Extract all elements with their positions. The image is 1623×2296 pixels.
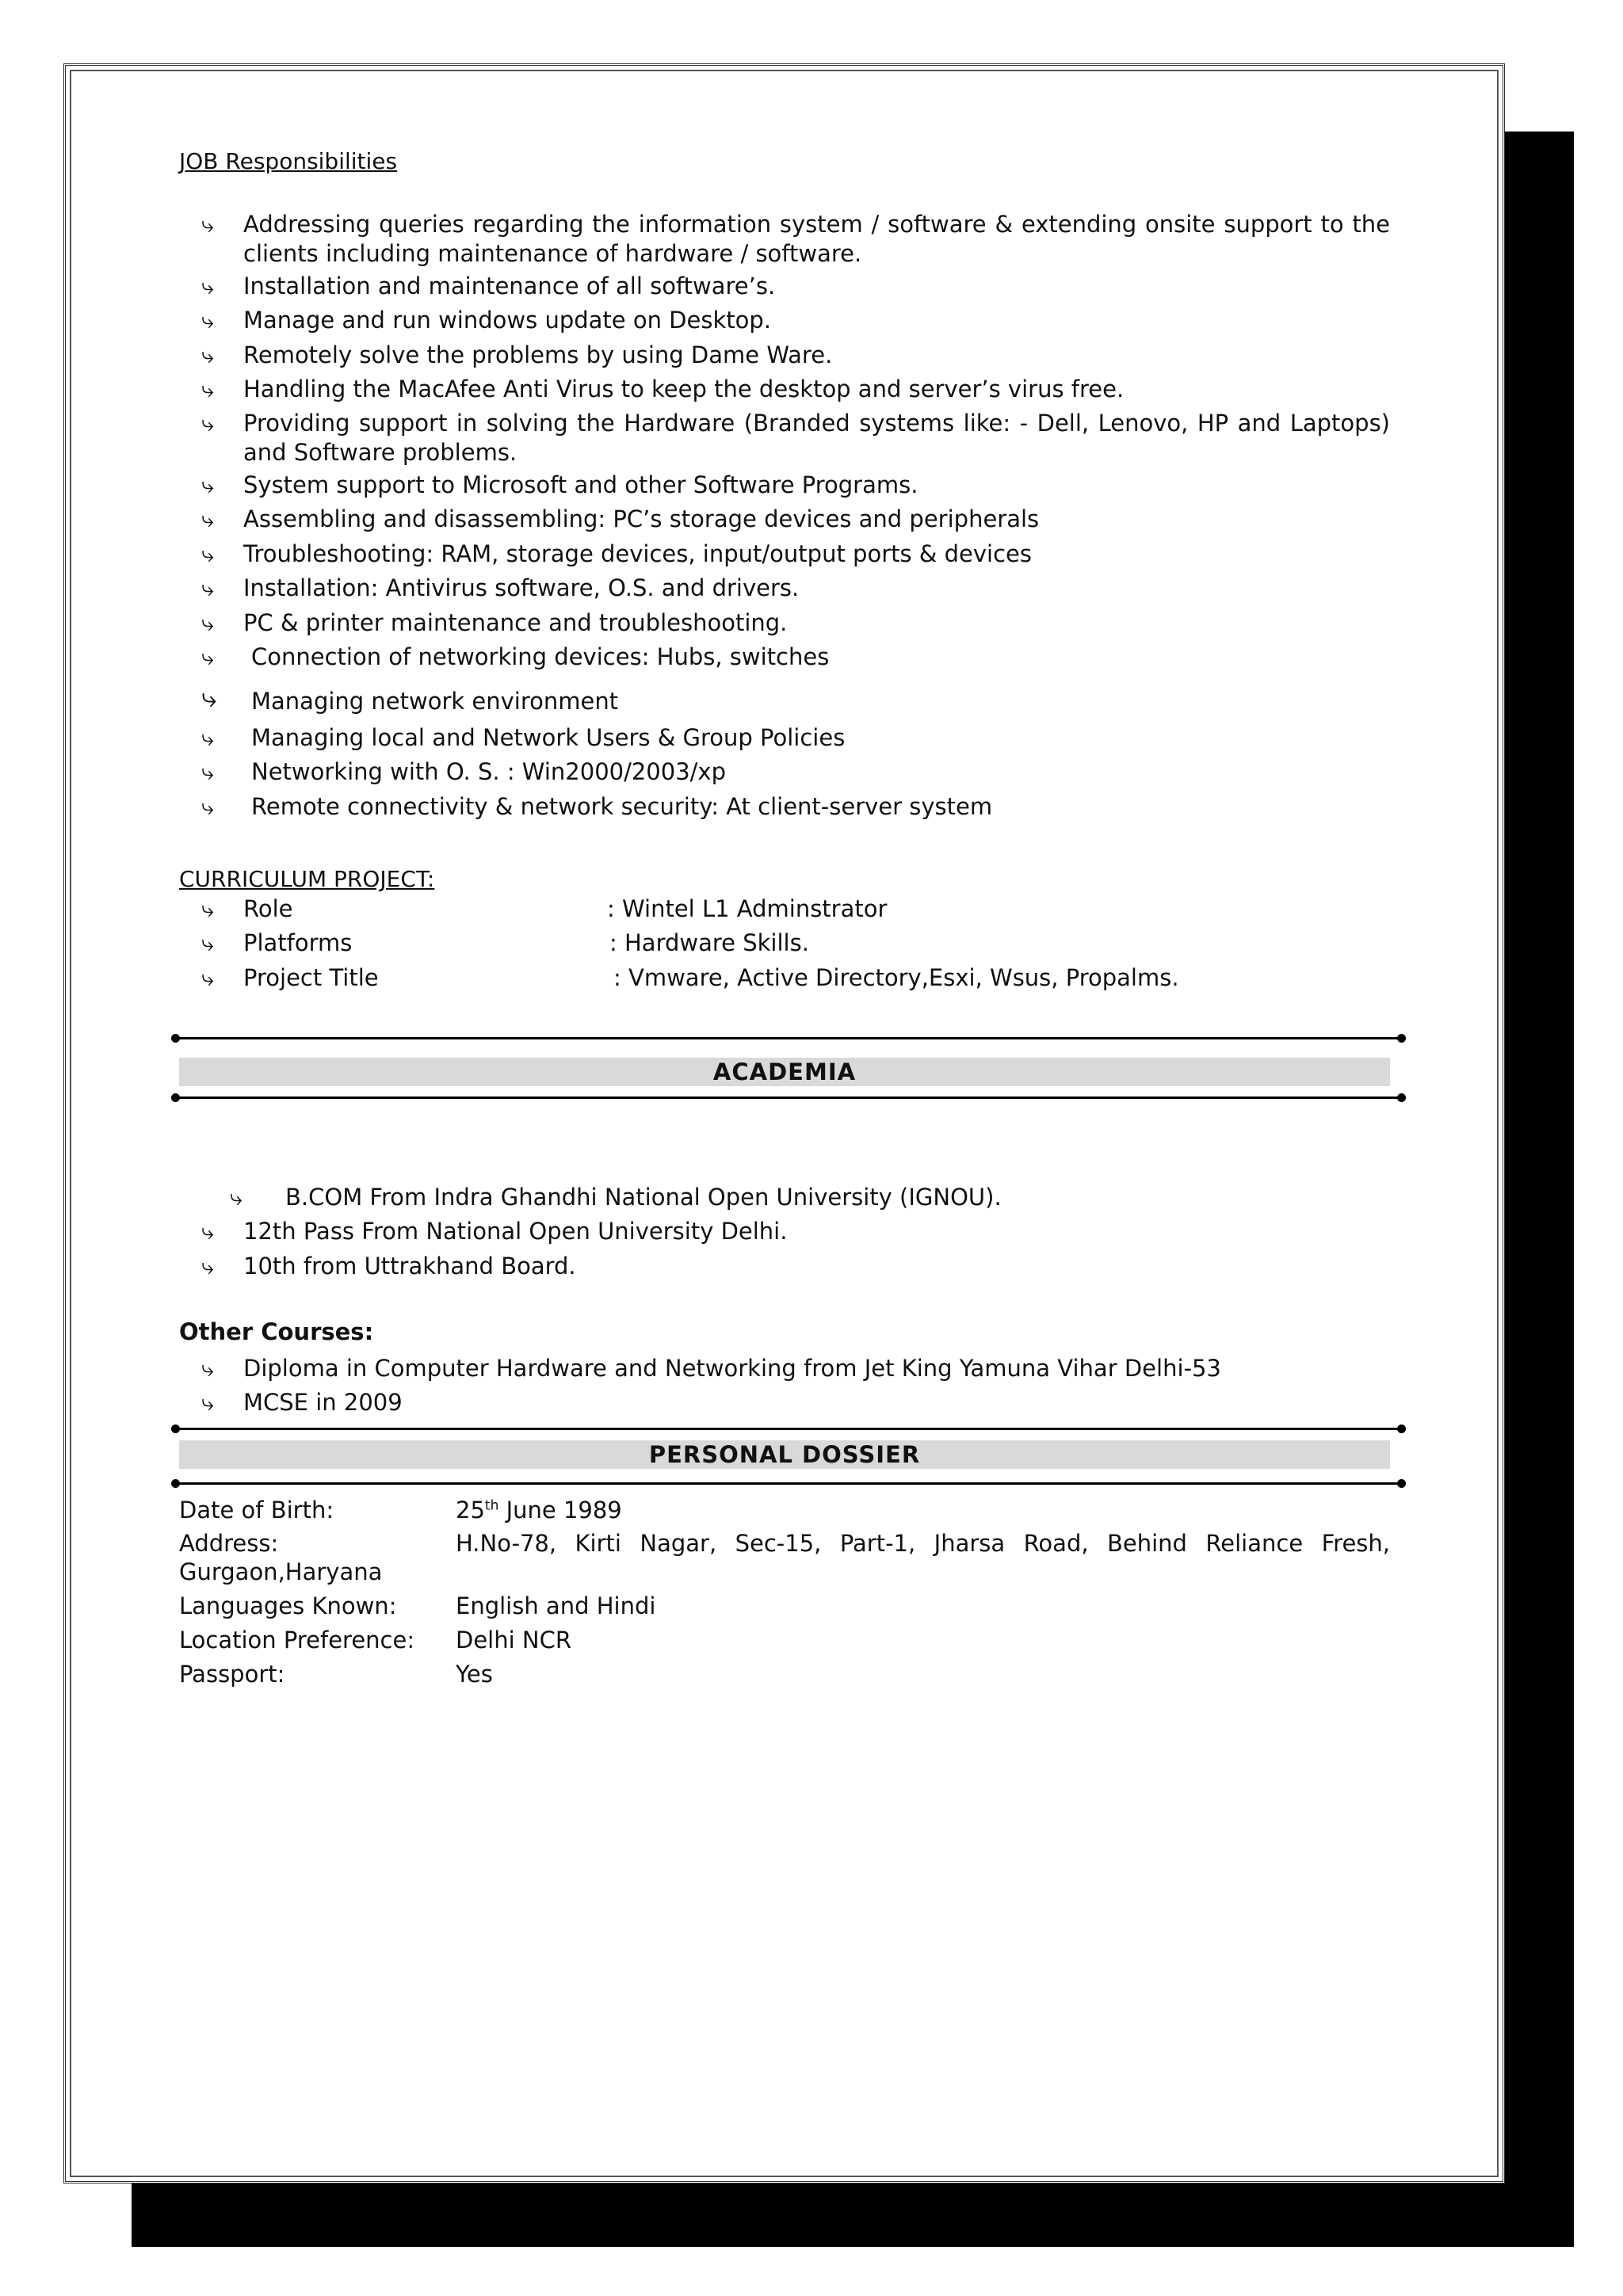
curriculum-project-heading: CURRICULUM PROJECT: bbox=[179, 866, 435, 892]
page-shadow-bottom bbox=[132, 2179, 1574, 2247]
arrow-bullet-icon: ⤷ bbox=[201, 1356, 214, 1382]
divider bbox=[175, 1097, 1402, 1099]
divider bbox=[175, 1482, 1402, 1485]
arrow-bullet-icon: ⤷ bbox=[201, 273, 214, 299]
arrow-bullet-icon: ⤷ bbox=[201, 1253, 214, 1280]
languages-label: Languages Known: bbox=[179, 1592, 397, 1619]
arrow-bullet-icon: ⤷ bbox=[201, 307, 214, 334]
arrow-bullet-icon: ⤷ bbox=[201, 342, 214, 368]
project-row-label: Platforms bbox=[243, 929, 353, 956]
arrow-bullet-icon: ⤷ bbox=[201, 610, 214, 636]
list-item-text: Handling the MacAfee Anti Virus to keep the desktop and server’s virus free. bbox=[243, 376, 1125, 402]
list-item-text: Managing local and Network Users & Group Policies bbox=[251, 724, 846, 751]
resume-page bbox=[63, 63, 1505, 2183]
arrow-bullet-icon: ⤷ bbox=[201, 506, 214, 532]
list-item-text: PC & printer maintenance and troubleshooting. bbox=[243, 609, 788, 636]
arrow-bullet-icon: ⤷ bbox=[201, 472, 214, 498]
arrow-bullet-icon: ⤷ bbox=[201, 1219, 214, 1245]
passport-value: Yes bbox=[456, 1661, 493, 1688]
address-value-line1: H.No-78, Kirti Nagar, Sec-15, Part-1, Jharsa Road, Behind Reliance Fresh, bbox=[456, 1530, 1390, 1557]
list-item-text: Troubleshooting: RAM, storage devices, input/output ports & devices bbox=[243, 540, 1033, 567]
address-label: Address: bbox=[179, 1530, 279, 1557]
project-row-label: Role bbox=[243, 895, 293, 922]
arrow-bullet-icon: ⤷ bbox=[201, 212, 214, 238]
list-item-text: Remote connectivity & network security: At client-server system bbox=[251, 793, 993, 820]
list-item-text: 10th from Uttrakhand Board. bbox=[243, 1253, 576, 1280]
arrow-bullet-icon: ⤷ bbox=[201, 794, 214, 820]
list-item-text: Managing network environment bbox=[251, 688, 619, 715]
arrow-bullet-icon: ⤷ bbox=[201, 376, 214, 402]
project-row-value: : Wintel L1 Adminstrator bbox=[607, 895, 888, 922]
arrow-bullet-icon: ⤷ bbox=[201, 965, 214, 991]
arrow-bullet-icon: ⤷ bbox=[201, 1390, 214, 1416]
list-item-text: Providing support in solving the Hardware (Branded systems like: - Dell, Lenovo, HP and Laptops) and Software problems. bbox=[243, 410, 1390, 466]
arrow-bullet-icon: ⤷ bbox=[201, 575, 214, 601]
list-item-text: Addressing queries regarding the information system / software & extending onsite support to the clients including maintenance of hardware / software. bbox=[243, 211, 1390, 267]
page-shadow-right bbox=[1500, 132, 1574, 2247]
project-row-label: Project Title bbox=[243, 964, 379, 991]
arrow-bullet-icon: ⤷ bbox=[201, 930, 214, 956]
list-item-text: 12th Pass From National Open University Delhi. bbox=[243, 1218, 788, 1245]
project-row-value: : Hardware Skills. bbox=[609, 929, 809, 956]
arrow-bullet-icon: ⤷ bbox=[201, 682, 217, 714]
arrow-bullet-icon: ⤷ bbox=[201, 896, 214, 922]
academia-heading: ACADEMIA bbox=[179, 1058, 1390, 1086]
arrow-bullet-icon: ⤷ bbox=[201, 725, 214, 751]
divider bbox=[175, 1428, 1402, 1430]
list-item-text: Diploma in Computer Hardware and Networking from Jet King Yamuna Vihar Delhi-53 bbox=[243, 1355, 1221, 1382]
list-item-text: Installation and maintenance of all software’s. bbox=[243, 273, 776, 299]
project-row-value: : Vmware, Active Directory,Esxi, Wsus, Propalms. bbox=[613, 964, 1179, 991]
list-item-text: Networking with O. S. : Win2000/2003/xp bbox=[251, 758, 727, 785]
location-value: Delhi NCR bbox=[456, 1627, 571, 1653]
dob-label: Date of Birth: bbox=[179, 1497, 334, 1524]
personal-dossier-heading: PERSONAL DOSSIER bbox=[179, 1440, 1390, 1469]
arrow-bullet-icon: ⤷ bbox=[230, 1184, 242, 1211]
job-responsibilities-heading: JOB Responsibilities bbox=[179, 148, 398, 174]
divider bbox=[175, 1037, 1402, 1039]
list-item-text: Installation: Antivirus software, O.S. and drivers. bbox=[243, 574, 800, 601]
arrow-bullet-icon: ⤷ bbox=[201, 644, 214, 670]
list-item-text: Remotely solve the problems by using Dame Ware. bbox=[243, 341, 833, 368]
dob-value: 25th June 1989 bbox=[456, 1497, 622, 1524]
passport-label: Passport: bbox=[179, 1661, 285, 1688]
list-item-text: System support to Microsoft and other Software Programs. bbox=[243, 471, 918, 498]
languages-value: English and Hindi bbox=[456, 1592, 656, 1619]
address-value-line2: Gurgaon,Haryana bbox=[179, 1558, 383, 1585]
location-label: Location Preference: bbox=[179, 1627, 415, 1653]
list-item-text: Assembling and disassembling: PC’s storage devices and peripherals bbox=[243, 505, 1040, 532]
arrow-bullet-icon: ⤷ bbox=[201, 759, 214, 785]
list-item-text: B.COM From Indra Ghandhi National Open University (IGNOU). bbox=[285, 1184, 1002, 1211]
arrow-bullet-icon: ⤷ bbox=[201, 410, 214, 437]
list-item-text: Connection of networking devices: Hubs, switches bbox=[251, 643, 830, 670]
other-courses-heading: Other Courses: bbox=[179, 1318, 374, 1345]
list-item-text: MCSE in 2009 bbox=[243, 1389, 403, 1416]
list-item-text: Manage and run windows update on Desktop. bbox=[243, 307, 771, 334]
arrow-bullet-icon: ⤷ bbox=[201, 541, 214, 567]
